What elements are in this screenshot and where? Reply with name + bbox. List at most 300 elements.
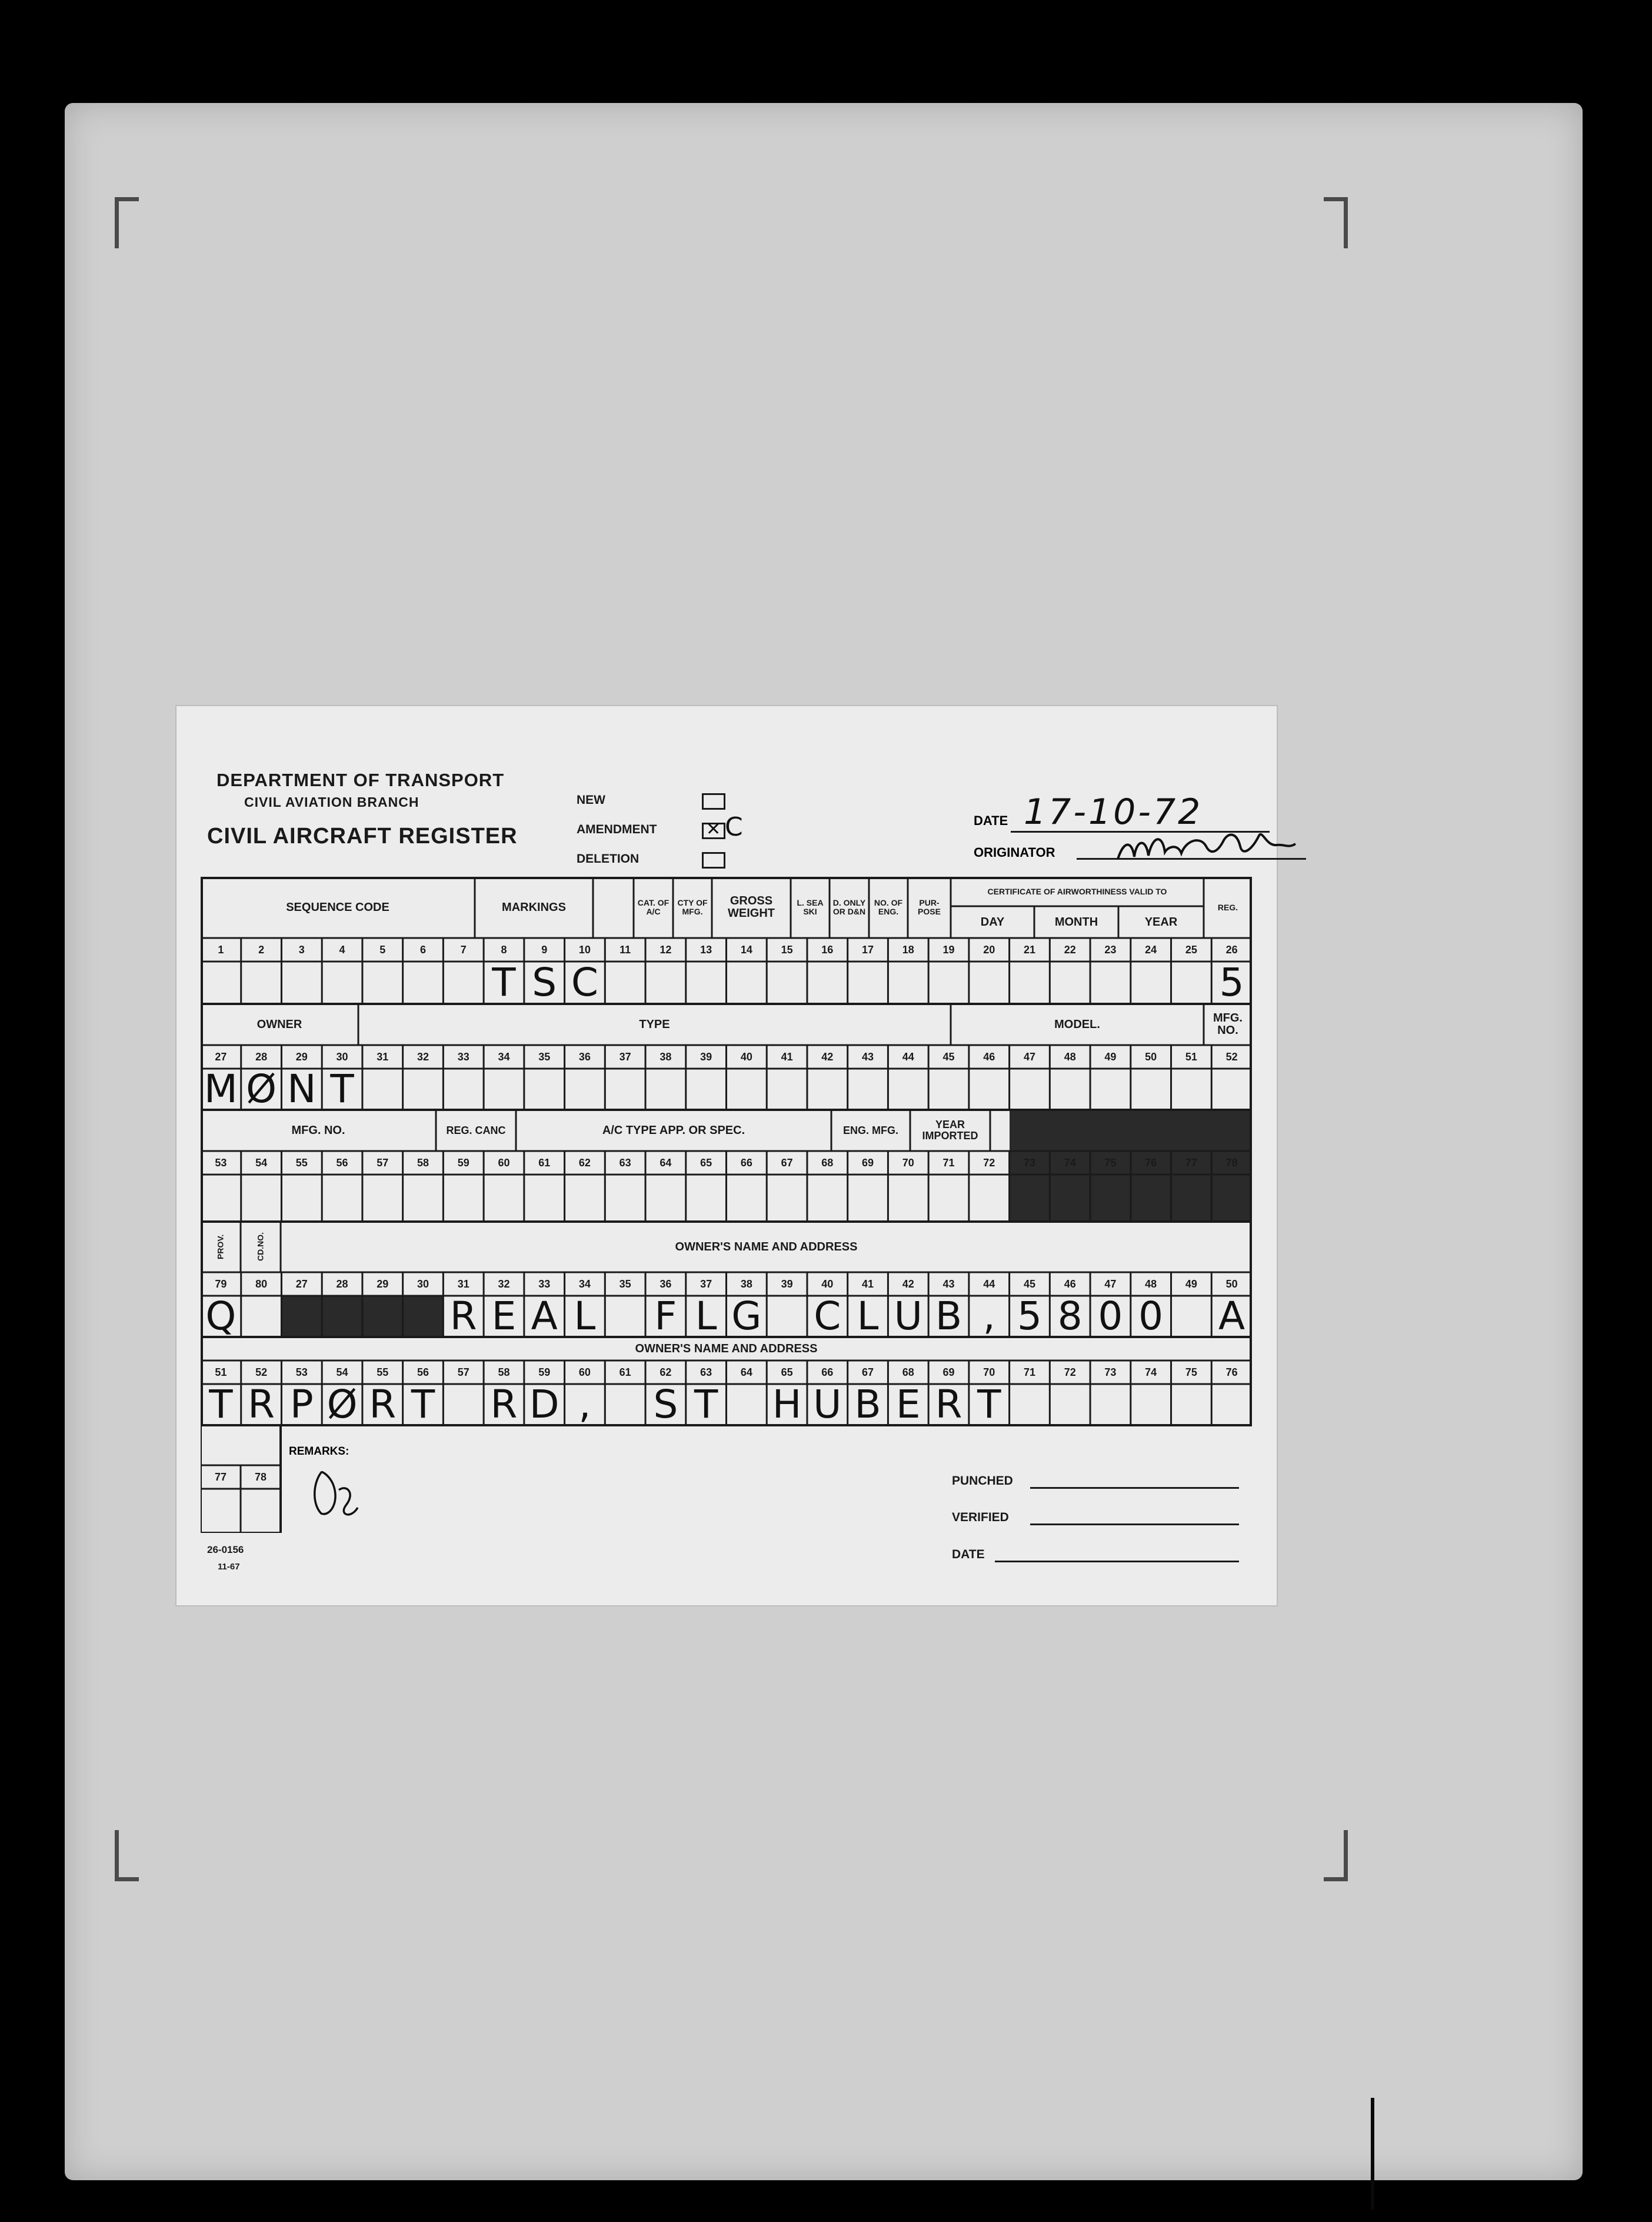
header-mfg-no: MFG. NO.	[1213, 1012, 1243, 1037]
row1-col-number: 12	[660, 943, 672, 956]
row1-col-number: 10	[578, 943, 591, 956]
row3-col-number: 56	[336, 1156, 348, 1169]
row1-entry-cell[interactable]	[201, 962, 241, 1004]
row3-entry-cell[interactable]	[727, 1175, 767, 1222]
row3-col-number: 71	[942, 1156, 955, 1169]
row5-col-number: 51	[215, 1366, 227, 1378]
row1-entry-cell[interactable]: S	[532, 960, 557, 1006]
header-no-eng: NO. OF ENG.	[874, 898, 903, 916]
row5-col-number: 67	[862, 1366, 874, 1378]
row4-entry-cell[interactable]: R	[449, 1293, 477, 1339]
header-gross-weight: GROSS WEIGHT	[728, 894, 775, 920]
row3-entry-cell[interactable]	[524, 1175, 565, 1222]
row2-entry-cell[interactable]	[1211, 1069, 1252, 1110]
row5-entry-cell[interactable]: R	[490, 1382, 518, 1428]
row2-entry-cell[interactable]: Ø	[246, 1066, 277, 1112]
row2-entry-cell[interactable]	[969, 1069, 1010, 1110]
header-ac-type: A/C TYPE APP. OR SPEC.	[602, 1123, 745, 1137]
row2-col-number: 36	[578, 1050, 591, 1063]
row1-entry-cell[interactable]	[645, 962, 686, 1004]
row4-col-number: 39	[781, 1278, 793, 1290]
row1-entry-cell[interactable]	[281, 962, 322, 1004]
row1-entry-cell[interactable]: C	[571, 960, 598, 1006]
footer-date-line[interactable]	[995, 1561, 1239, 1562]
remarks-label: REMARKS:	[289, 1445, 349, 1458]
row4-col-number: 43	[942, 1278, 955, 1290]
row5-entry-cell[interactable]: E	[895, 1382, 921, 1428]
row3-entry-cell[interactable]	[484, 1175, 524, 1222]
row1-col-number: 21	[1023, 943, 1035, 956]
row1-entry-cell[interactable]	[1050, 962, 1090, 1004]
form-revision-date: 11-67	[218, 1562, 240, 1572]
row1-col-number: 8	[501, 943, 507, 956]
row3-entry-cell[interactable]	[888, 1175, 928, 1222]
row1-col-number: 24	[1145, 943, 1157, 956]
row1-entry-cell[interactable]	[1090, 962, 1131, 1004]
row5-col-number: 65	[781, 1366, 793, 1378]
row1-entry-cell[interactable]	[928, 962, 969, 1004]
row3-entry-cell[interactable]	[605, 1175, 645, 1222]
row2-col-number: 47	[1023, 1050, 1035, 1063]
row5-entry-cell[interactable]: B	[854, 1382, 881, 1428]
row5-entry-cell[interactable]: R	[935, 1382, 962, 1428]
header-owner-name-1: OWNER'S NAME AND ADDRESS	[675, 1240, 858, 1253]
row2-col-number: 48	[1064, 1050, 1076, 1063]
row4-entry-cell[interactable]: A	[531, 1293, 558, 1339]
row3-entry-cell[interactable]	[565, 1175, 605, 1222]
row5-entry-cell[interactable]: T	[411, 1382, 435, 1428]
row3-entry-cell[interactable]	[928, 1175, 969, 1222]
row5-entry-cell[interactable]: U	[813, 1382, 842, 1428]
row4-entry-cell[interactable]	[403, 1296, 444, 1337]
row2-col-number: 40	[740, 1050, 752, 1063]
row2-entry-cell[interactable]	[1050, 1069, 1090, 1110]
header-owner: OWNER	[257, 1017, 302, 1031]
row2-entry-cell[interactable]	[1010, 1069, 1050, 1110]
row3-entry-cell[interactable]	[241, 1175, 282, 1222]
row1-col-number: 7	[460, 943, 467, 956]
header-sequence-code: SEQUENCE CODE	[286, 900, 389, 914]
row5-col-number: 66	[821, 1366, 834, 1378]
row2-entry-cell[interactable]	[1090, 1069, 1131, 1110]
row4-col-number: 37	[700, 1278, 712, 1290]
row3-entry-cell[interactable]	[443, 1175, 484, 1222]
form-title: CIVIL AIRCRAFT REGISTER	[207, 824, 518, 849]
row1-entry-cell[interactable]	[241, 962, 282, 1004]
row3-col-number: 69	[862, 1156, 874, 1169]
header-type: TYPE	[639, 1017, 670, 1031]
row1-col-number: 20	[983, 943, 995, 956]
deletion-label: DELETION	[577, 852, 640, 866]
amendment-code: C	[725, 812, 743, 842]
row3-entry-cell[interactable]	[686, 1175, 727, 1222]
row3-col-number: 57	[377, 1156, 389, 1169]
row2-col-number: 32	[417, 1050, 429, 1063]
header-reg: REG.	[1217, 902, 1238, 912]
row2-col-number: 51	[1185, 1050, 1197, 1063]
row2-col-number: 39	[700, 1050, 712, 1063]
row4-entry-cell[interactable]	[767, 1296, 807, 1337]
row1-col-number: 2	[258, 943, 265, 956]
header-year: YEAR	[1144, 915, 1178, 929]
row1-col-number: 18	[902, 943, 914, 956]
row5-col-number: 64	[740, 1366, 752, 1378]
row5-entry-cell[interactable]: T	[977, 1382, 1001, 1428]
row2-entry-cell[interactable]	[403, 1069, 444, 1110]
row1-col-number: 1	[218, 943, 224, 956]
row1-entry-cell[interactable]	[686, 962, 727, 1004]
date-value[interactable]: 17-10-72	[1024, 791, 1203, 833]
row4-col-number: 47	[1104, 1278, 1117, 1290]
row5-entry-cell[interactable]: ,	[578, 1382, 591, 1428]
row3-entry-cell[interactable]	[767, 1175, 807, 1222]
row4-col-number: 79	[215, 1278, 227, 1290]
header-purpose: PUR-POSE	[918, 898, 941, 916]
row4-col-number: 80	[255, 1278, 268, 1290]
row3-entry-cell[interactable]	[1090, 1175, 1131, 1222]
row4-entry-cell[interactable]	[362, 1296, 403, 1337]
row4-col-number: 44	[983, 1278, 995, 1290]
row2-entry-cell[interactable]	[928, 1069, 969, 1110]
row2-col-number: 44	[902, 1050, 914, 1063]
row3-entry-cell[interactable]	[969, 1175, 1010, 1222]
row2-col-number: 31	[377, 1050, 389, 1063]
row3-entry-cell[interactable]	[1171, 1175, 1212, 1222]
header-year-imported: YEAR IMPORTED	[922, 1119, 978, 1142]
row2-entry-cell[interactable]	[888, 1069, 928, 1110]
row4-entry-cell[interactable]: ,	[982, 1293, 995, 1339]
row5-entry-cell[interactable]	[1050, 1384, 1090, 1425]
row3-entry-cell[interactable]	[201, 1175, 241, 1222]
row1-col-number: 16	[821, 943, 834, 956]
header-l-sea-ski: L. SEA SKI	[797, 898, 824, 916]
department-title: DEPARTMENT OF TRANSPORT	[217, 770, 505, 790]
row3-col-number: 68	[821, 1156, 834, 1169]
row3-col-number: 74	[1064, 1156, 1076, 1169]
punched-line[interactable]	[1030, 1487, 1239, 1489]
crop-mark-top-left	[115, 197, 139, 248]
row4-col-number: 31	[457, 1278, 469, 1290]
row4-col-number: 40	[821, 1278, 834, 1290]
header-model: MODEL.	[1054, 1017, 1100, 1031]
row3-entry-cell[interactable]	[403, 1175, 444, 1222]
row2-col-number: 41	[781, 1050, 793, 1063]
row3-col-number: 53	[215, 1156, 227, 1169]
row2-entry-cell[interactable]	[807, 1069, 848, 1110]
row2-col-number: 49	[1104, 1050, 1117, 1063]
row1-col-number: 22	[1064, 943, 1076, 956]
row3-col-number: 72	[983, 1156, 995, 1169]
punched-label: PUNCHED	[952, 1474, 1013, 1488]
originator-signature	[1112, 823, 1300, 870]
row4-col-number: 48	[1145, 1278, 1157, 1290]
row3-entry-cell[interactable]	[362, 1175, 403, 1222]
row1-col-number: 6	[419, 943, 426, 956]
row4-entry-cell[interactable]: B	[935, 1293, 962, 1339]
row5-entry-cell[interactable]: P	[289, 1382, 314, 1428]
row2-entry-cell[interactable]	[565, 1069, 605, 1110]
row3-entry-cell[interactable]	[1211, 1175, 1252, 1222]
row4-entry-cell[interactable]: G	[731, 1293, 762, 1339]
row4-entry-cell[interactable]: 8	[1057, 1293, 1083, 1339]
header-cd-no: CD.NO.	[255, 1232, 265, 1262]
header-day: DAY	[980, 915, 1005, 929]
row4-entry-cell[interactable]: 5	[1017, 1293, 1042, 1339]
row1-col-number: 5	[379, 943, 386, 956]
row1-entry-cell[interactable]	[1131, 962, 1171, 1004]
row4-col-number: 38	[740, 1278, 752, 1290]
row1-entry-cell[interactable]	[969, 962, 1010, 1004]
row5-entry-cell[interactable]: Ø	[327, 1382, 358, 1428]
row4-entry-cell[interactable]: Q	[205, 1293, 237, 1339]
row1-entry-cell[interactable]	[848, 962, 888, 1004]
row5-col-number: 72	[1064, 1366, 1076, 1378]
row4-entry-cell[interactable]: L	[574, 1293, 596, 1339]
row2-col-number: 27	[215, 1050, 227, 1063]
row5-entry-cell[interactable]: R	[369, 1382, 397, 1428]
row3-col-number: 66	[740, 1156, 752, 1169]
row3-entry-cell[interactable]	[1010, 1175, 1050, 1222]
row2-entry-cell[interactable]: N	[287, 1066, 317, 1112]
row5-entry-cell[interactable]: S	[653, 1382, 678, 1428]
header-markings: MARKINGS	[502, 900, 566, 914]
row5-col-number: 71	[1023, 1366, 1035, 1378]
row3-entry-cell[interactable]	[645, 1175, 686, 1222]
row2-entry-cell[interactable]	[443, 1069, 484, 1110]
row3-col-number: 60	[498, 1156, 510, 1169]
row4-entry-cell[interactable]: L	[857, 1293, 879, 1339]
row3-col-number: 77	[1185, 1156, 1197, 1169]
row1-entry-cell[interactable]: T	[492, 960, 516, 1006]
row2-col-number: 38	[660, 1050, 672, 1063]
row4-col-number: 33	[538, 1278, 551, 1290]
row1-entry-cell[interactable]	[767, 962, 807, 1004]
row5-col-number: 62	[660, 1366, 672, 1378]
row5-entry-cell[interactable]: H	[772, 1382, 802, 1428]
row2-col-number: 29	[295, 1050, 308, 1063]
row4-entry-cell[interactable]: F	[654, 1293, 677, 1339]
header-cat: CAT. OF A/C	[637, 898, 670, 916]
row5-entry-cell[interactable]	[727, 1384, 767, 1425]
row2-entry-cell[interactable]	[362, 1069, 403, 1110]
row2-col-number: 30	[336, 1050, 348, 1063]
row3-entry-cell[interactable]	[848, 1175, 888, 1222]
row2-entry-cell[interactable]	[1131, 1069, 1171, 1110]
row2-entry-cell[interactable]	[727, 1069, 767, 1110]
row2-entry-cell[interactable]	[686, 1069, 727, 1110]
form-number: 26-0156	[207, 1544, 244, 1555]
row4-col-number: 46	[1064, 1278, 1076, 1290]
amendment-label: AMENDMENT	[577, 823, 657, 836]
row5-col-number: 76	[1225, 1366, 1238, 1378]
row4-col-number: 28	[336, 1278, 348, 1290]
row4-entry-cell[interactable]	[605, 1296, 645, 1337]
row4-entry-cell[interactable]: E	[491, 1293, 517, 1339]
row1-entry-cell[interactable]	[443, 962, 484, 1004]
row5-col-number: 55	[377, 1366, 389, 1378]
row3-col-number: 64	[660, 1156, 672, 1169]
row1-col-number: 15	[781, 943, 793, 956]
deletion-checkbox[interactable]	[702, 852, 725, 869]
row5-col-number: 73	[1104, 1366, 1117, 1378]
row5-entry-cell[interactable]	[1090, 1384, 1131, 1425]
row1-col-number: 25	[1185, 943, 1197, 956]
row2-col-number: 52	[1225, 1050, 1238, 1063]
row2-entry-cell[interactable]	[605, 1069, 645, 1110]
row2-col-number: 46	[983, 1050, 995, 1063]
row2-col-number: 34	[498, 1050, 510, 1063]
row5-entry-cell[interactable]	[605, 1384, 645, 1425]
header-certificate: CERTIFICATE OF AIRWORTHINESS VALID TO	[987, 886, 1167, 896]
remarks-number-77: 77	[214, 1471, 227, 1483]
row3-col-number: 59	[457, 1156, 469, 1169]
header-row3-mfg-no: MFG. NO.	[291, 1123, 345, 1137]
row5-entry-cell[interactable]: T	[209, 1382, 233, 1428]
row5-col-number: 53	[295, 1366, 308, 1378]
row2-entry-cell[interactable]	[1171, 1069, 1212, 1110]
row4-entry-cell[interactable]: C	[814, 1293, 841, 1339]
row3-entry-cell[interactable]	[1131, 1175, 1171, 1222]
date-label: DATE	[974, 813, 1008, 828]
row5-col-number: 59	[538, 1366, 551, 1378]
row1-entry-cell[interactable]	[322, 962, 362, 1004]
row5-entry-cell[interactable]: T	[694, 1382, 718, 1428]
row1-entry-cell[interactable]	[888, 962, 928, 1004]
row3-col-number: 78	[1225, 1156, 1238, 1169]
row5-entry-cell[interactable]	[1010, 1384, 1050, 1425]
row5-col-number: 61	[619, 1366, 631, 1378]
row4-entry-cell[interactable]	[322, 1296, 362, 1337]
header-reg-canc: REG. CANC	[446, 1124, 506, 1136]
row2-col-number: 43	[862, 1050, 874, 1063]
header-month: MONTH	[1054, 915, 1098, 929]
verified-label: VERIFIED	[952, 1511, 1009, 1524]
crop-mark-bottom-left	[115, 1830, 139, 1881]
row4-entry-cell[interactable]: L	[695, 1293, 717, 1339]
row2-entry-cell[interactable]	[484, 1069, 524, 1110]
row1-entry-cell[interactable]	[362, 962, 403, 1004]
row3-col-number: 58	[417, 1156, 429, 1169]
row4-col-number: 45	[1023, 1278, 1035, 1290]
row4-col-number: 32	[498, 1278, 510, 1290]
row5-col-number: 75	[1185, 1366, 1197, 1378]
row5-col-number: 57	[457, 1366, 469, 1378]
header-prov: PROV.	[215, 1234, 225, 1260]
row4-entry-cell[interactable]: 0	[1138, 1293, 1164, 1339]
row2-entry-cell[interactable]	[767, 1069, 807, 1110]
row1-col-number: 9	[541, 943, 548, 956]
row2-entry-cell[interactable]: T	[330, 1066, 354, 1112]
row4-entry-cell[interactable]	[241, 1296, 282, 1337]
row5-entry-cell[interactable]	[1171, 1384, 1212, 1425]
crop-mark-bottom-right	[1324, 1830, 1348, 1881]
row3-entry-cell[interactable]	[807, 1175, 848, 1222]
row1-entry-cell[interactable]: 5	[1219, 960, 1244, 1006]
row5-entry-cell[interactable]	[1211, 1384, 1252, 1425]
row5-entry-cell[interactable]: R	[248, 1382, 275, 1428]
row3-entry-cell[interactable]	[322, 1175, 362, 1222]
row2-col-number: 37	[619, 1050, 631, 1063]
row3-col-number: 55	[295, 1156, 308, 1169]
row2-entry-cell[interactable]	[645, 1069, 686, 1110]
row5-col-number: 60	[578, 1366, 591, 1378]
row4-col-number: 29	[377, 1278, 389, 1290]
row2-col-number: 50	[1145, 1050, 1157, 1063]
row5-col-number: 68	[902, 1366, 914, 1378]
row4-entry-cell[interactable]	[1171, 1296, 1212, 1337]
row3-col-number: 65	[700, 1156, 712, 1169]
row3-col-number: 67	[781, 1156, 793, 1169]
row4-col-number: 42	[902, 1278, 914, 1290]
row4-entry-cell[interactable]	[281, 1296, 322, 1337]
header-owner-name-2: OWNER'S NAME AND ADDRESS	[635, 1342, 818, 1355]
row4-entry-cell[interactable]: 0	[1098, 1293, 1123, 1339]
header-eng-mfg: ENG. MFG.	[843, 1124, 898, 1136]
row5-entry-cell[interactable]: D	[529, 1382, 559, 1428]
new-checkbox[interactable]	[702, 793, 725, 810]
footer-date-label: DATE	[952, 1548, 985, 1561]
row1-col-number: 23	[1104, 943, 1117, 956]
row1-entry-cell[interactable]	[1171, 962, 1212, 1004]
row5-col-number: 63	[700, 1366, 712, 1378]
row5-col-number: 74	[1145, 1366, 1157, 1378]
row3-entry-cell[interactable]	[1050, 1175, 1090, 1222]
row1-col-number: 13	[700, 943, 712, 956]
crop-mark-top-right	[1324, 197, 1348, 248]
row3-col-number: 62	[578, 1156, 591, 1169]
row4-entry-cell[interactable]: U	[894, 1293, 922, 1339]
row3-col-number: 61	[538, 1156, 551, 1169]
row3-col-number: 54	[255, 1156, 268, 1169]
verified-line[interactable]	[1030, 1524, 1239, 1525]
row2-entry-cell[interactable]	[524, 1069, 565, 1110]
row3-entry-cell[interactable]	[281, 1175, 322, 1222]
row2-col-number: 35	[538, 1050, 551, 1063]
row5-entry-cell[interactable]	[1131, 1384, 1171, 1425]
remarks-initials	[309, 1461, 362, 1525]
row2-entry-cell[interactable]: M	[204, 1066, 238, 1112]
branch-title: CIVIL AVIATION BRANCH	[244, 794, 419, 810]
row1-entry-cell[interactable]	[1010, 962, 1050, 1004]
row4-col-number: 30	[417, 1278, 429, 1290]
row2-entry-cell[interactable]	[848, 1069, 888, 1110]
row2-col-number: 45	[942, 1050, 955, 1063]
row3-col-number: 73	[1023, 1156, 1035, 1169]
amendment-check-mark: ✕	[706, 820, 721, 839]
row4-col-number: 49	[1185, 1278, 1197, 1290]
row3-col-number: 76	[1145, 1156, 1157, 1169]
row1-col-number: 4	[339, 943, 345, 956]
row4-col-number: 27	[295, 1278, 308, 1290]
row1-entry-cell[interactable]	[403, 962, 444, 1004]
row5-entry-cell[interactable]	[443, 1384, 484, 1425]
row1-entry-cell[interactable]	[727, 962, 767, 1004]
row3-col-number: 70	[902, 1156, 914, 1169]
register-card	[176, 706, 1277, 1605]
row4-col-number: 34	[578, 1278, 591, 1290]
row5-col-number: 69	[942, 1366, 955, 1378]
row4-entry-cell[interactable]: A	[1218, 1293, 1245, 1339]
header-d-only: D. ONLY OR D&N	[832, 898, 866, 916]
remarks-number-78: 78	[254, 1471, 267, 1483]
film-scratch	[1371, 2098, 1374, 2210]
row5-col-number: 54	[336, 1366, 348, 1378]
row1-entry-cell[interactable]	[807, 962, 848, 1004]
row2-col-number: 42	[821, 1050, 834, 1063]
row4-col-number: 41	[862, 1278, 874, 1290]
row1-entry-cell[interactable]	[605, 962, 645, 1004]
originator-label: ORIGINATOR	[974, 845, 1055, 860]
